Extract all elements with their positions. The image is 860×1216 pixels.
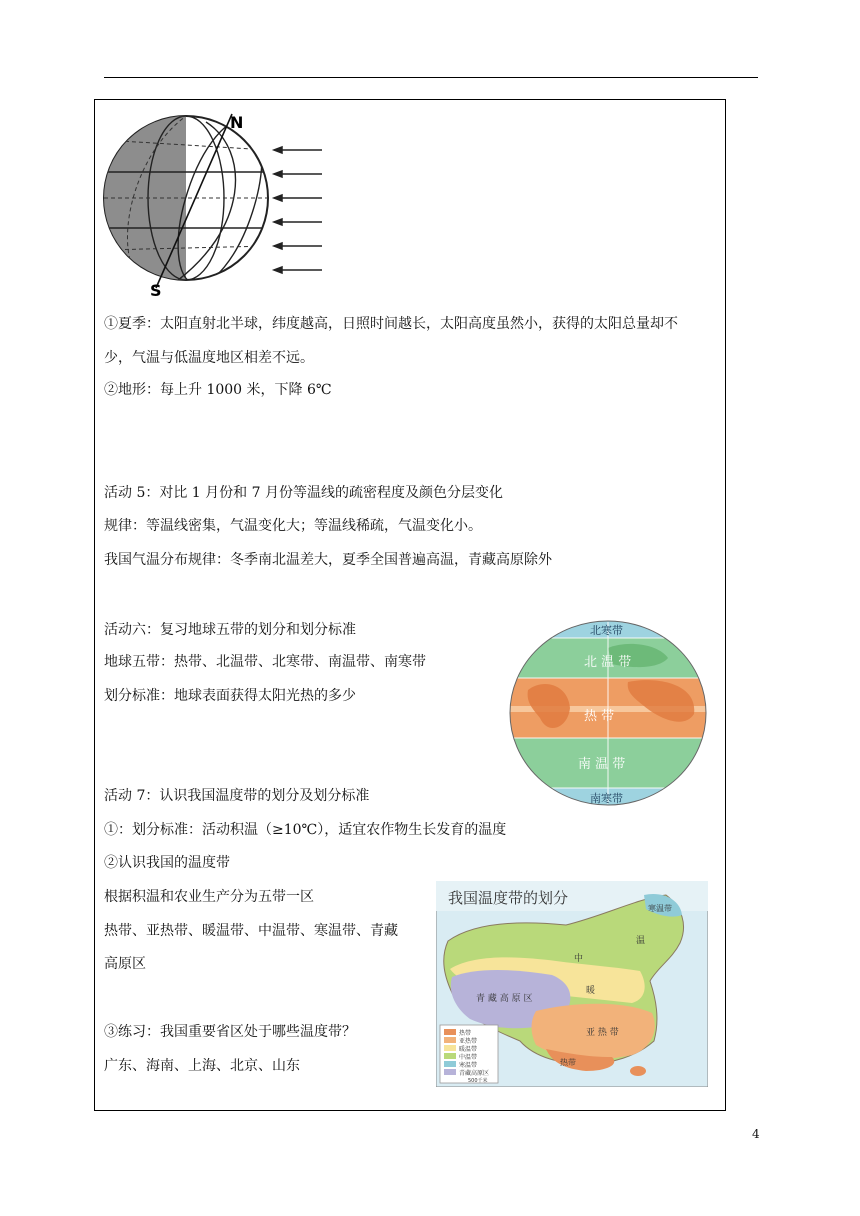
map-scale: 500千米 bbox=[468, 1078, 488, 1084]
north-label: N bbox=[230, 113, 244, 132]
five-zones-globe bbox=[508, 618, 708, 808]
activity-7: 活动 7：认识我国温度带的划分及划分标准 bbox=[104, 788, 370, 804]
map-title: 我国温度带的划分 bbox=[448, 889, 569, 907]
map-label-cold: 寒温带 bbox=[648, 904, 672, 913]
five-zones: 地球五带：热带、北温带、北寒带、南温带、南寒带 bbox=[104, 654, 426, 670]
activity-5: 活动 5：对比 1 月份和 7 月份等温线的疏密程度及颜色分层变化 bbox=[104, 485, 503, 501]
china-temperature-belt-map bbox=[436, 881, 708, 1087]
legend-warm-temperate: 暖温带 bbox=[459, 1046, 478, 1053]
header-rule bbox=[104, 77, 758, 78]
china-temp-pattern: 我国气温分布规律：冬季南北温差大，夏季全国普遍高温，青藏高原除外 bbox=[104, 552, 552, 568]
map-label-mid: 中 bbox=[574, 954, 584, 964]
belts-list-2: 高原区 bbox=[104, 956, 146, 972]
sunlight-earth-diagram bbox=[100, 110, 330, 300]
summer-line-2: 少，气温与低温度地区相差不远。 bbox=[104, 350, 314, 366]
summer-line-1: ①夏季：太阳直射北半球，纬度越高，日照时间越长，太阳高度虽然小，获得的太阳总量却不 bbox=[104, 316, 678, 332]
know-belts: ②认识我国的温度带 bbox=[104, 855, 230, 871]
terrain-line: ②地形：每上升 1000 米，下降 6℃ bbox=[104, 382, 332, 398]
legend-subtropical: 亚热带 bbox=[459, 1038, 478, 1045]
map-label-temp: 温 bbox=[636, 936, 646, 946]
map-label-warm: 暖 bbox=[586, 986, 596, 996]
belts-list-1: 热带、亚热带、暖温带、中温带、寒温带、青藏 bbox=[104, 923, 398, 939]
globe-south-temperate: 南 温 带 bbox=[578, 757, 626, 772]
zone-criterion: 划分标准：地球表面获得太阳光热的多少 bbox=[104, 688, 356, 704]
page-number: 4 bbox=[752, 1127, 760, 1141]
isotherm-rule: 规律：等温线密集，气温变化大；等温线稀疏，气温变化小。 bbox=[104, 518, 482, 534]
activity-6: 活动六：复习地球五带的划分和划分标准 bbox=[104, 622, 356, 638]
map-legend bbox=[440, 1025, 498, 1084]
globe-south-frigid: 南寒带 bbox=[590, 792, 623, 805]
legend-tropical: 热带 bbox=[459, 1030, 472, 1037]
division-standard: ①：划分标准：活动积温（≥10℃），适宜农作物生长发育的温度 bbox=[104, 822, 507, 838]
map-label-sub: 亚 热 带 bbox=[586, 1028, 619, 1038]
belts-basis: 根据积温和农业生产分为五带一区 bbox=[104, 889, 314, 905]
practice-question: ③练习：我国重要省区处于哪些温度带？ bbox=[104, 1024, 356, 1040]
map-label-plateau: 青 藏 高 原 区 bbox=[476, 994, 533, 1004]
legend-cold-temperate: 寒温带 bbox=[459, 1062, 478, 1069]
provinces-answer: 广东、海南、上海、北京、山东 bbox=[104, 1058, 300, 1074]
globe-north-frigid: 北寒带 bbox=[590, 624, 623, 637]
globe-north-temperate: 北 温 带 bbox=[584, 655, 632, 670]
map-label-tropic: 热带 bbox=[560, 1058, 576, 1067]
globe-tropic: 热 带 bbox=[584, 709, 615, 724]
legend-plateau: 青藏高原区 bbox=[459, 1070, 490, 1077]
legend-mid-temperate: 中温带 bbox=[459, 1054, 478, 1061]
south-label: S bbox=[150, 281, 162, 300]
